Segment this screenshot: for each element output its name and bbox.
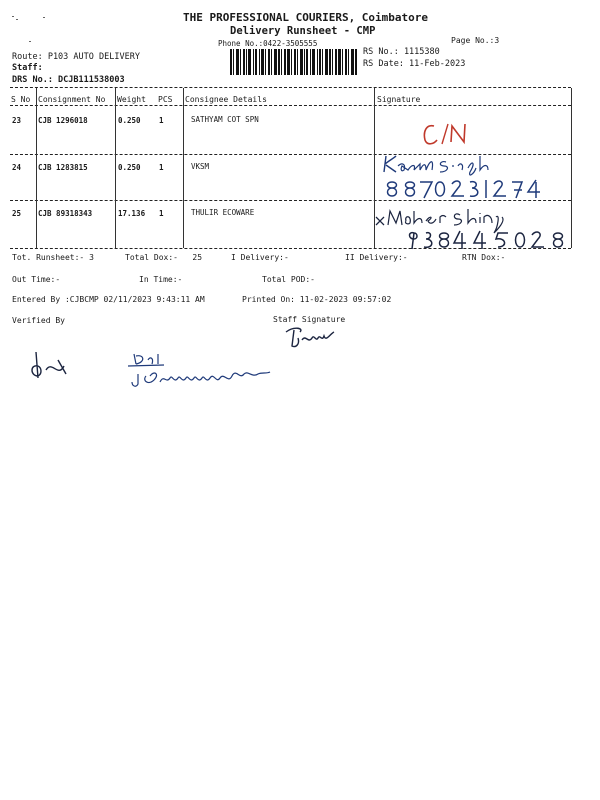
column-header-consignment: Consignment No (38, 95, 106, 104)
row-pcs: 1 (159, 163, 164, 172)
scan-speck (12, 16, 14, 17)
second-delivery: II Delivery:- (345, 253, 408, 262)
total-runsheet: Tot. Runsheet:- 3 (12, 253, 94, 262)
out-time: Out Time:- (12, 275, 61, 284)
table-header-rule (10, 105, 571, 106)
rtn-dox: RTN Dox:- (462, 253, 506, 262)
scan-speck (29, 41, 31, 42)
runsheet-subtitle: Delivery Runsheet - CMP (230, 25, 376, 37)
column-header-signature: Signature (377, 95, 421, 104)
first-delivery: I Delivery:- (231, 253, 289, 262)
row-consignment: CJB 1283815 (38, 163, 88, 172)
table-top-rule (10, 87, 571, 88)
rs-number: RS No.: 1115380 (363, 47, 440, 57)
scan-speck (16, 19, 18, 20)
column-header-weight: Weight (117, 95, 146, 104)
company-title: THE PROFESSIONAL COURIERS, Coimbatore (183, 11, 429, 24)
staff-label: Staff: (12, 63, 43, 73)
route: Route: P103 AUTO DELIVERY (12, 52, 140, 62)
verifier-initials-scribble (28, 348, 72, 384)
entered-by: Entered By :CJBCMP 02/11/2023 9:43:11 AM (12, 295, 205, 304)
staff-signature-scribble (282, 324, 344, 350)
row-consignee: SATHYAM COT SPN (191, 115, 259, 124)
column-divider (115, 88, 116, 248)
handwritten-signature (380, 152, 552, 202)
row-weight: 0.250 (118, 163, 141, 172)
barcode-icon (230, 49, 357, 75)
column-divider (183, 88, 184, 248)
column-header-consignee: Consignee Details (185, 95, 267, 104)
row-sno: 25 (12, 209, 22, 218)
row-consignment: CJB 89318343 (38, 209, 93, 218)
column-divider (36, 88, 37, 248)
total-pod: Total POD:- (262, 275, 315, 284)
row-pcs: 1 (159, 209, 164, 218)
page-number: Page No.:3 (451, 36, 500, 45)
row-sno: 23 (12, 116, 22, 125)
row-consignment: CJB 1296018 (38, 116, 88, 125)
row-weight: 0.250 (118, 116, 141, 125)
printed-on: Printed On: 11-02-2023 09:57:02 (242, 295, 392, 304)
rs-date: RS Date: 11-Feb-2023 (363, 59, 466, 69)
row-weight: 17.136 (118, 209, 146, 218)
row-pcs: 1 (159, 116, 164, 125)
verified-by-label: Verified By (12, 316, 65, 325)
row-consignee: VKSM (191, 162, 210, 171)
phone-number: Phone No.:0422-3505555 (218, 39, 318, 48)
handwritten-signature (420, 118, 476, 148)
column-header-pcs: PCS (158, 95, 173, 104)
verifier-signature-scribble (124, 350, 274, 390)
scan-speck (43, 17, 45, 18)
column-header-sno: S No (11, 95, 31, 104)
staff-signature-label: Staff Signature (273, 315, 346, 324)
in-time: In Time:- (139, 275, 183, 284)
row-consignee: THULIR ECOWARE (191, 208, 255, 217)
drs-number: DRS No.: DCJB111538003 (12, 75, 125, 85)
handwritten-signature (374, 203, 574, 251)
row-sno: 24 (12, 163, 22, 172)
total-dox: Total Dox:- 25 (125, 253, 203, 262)
